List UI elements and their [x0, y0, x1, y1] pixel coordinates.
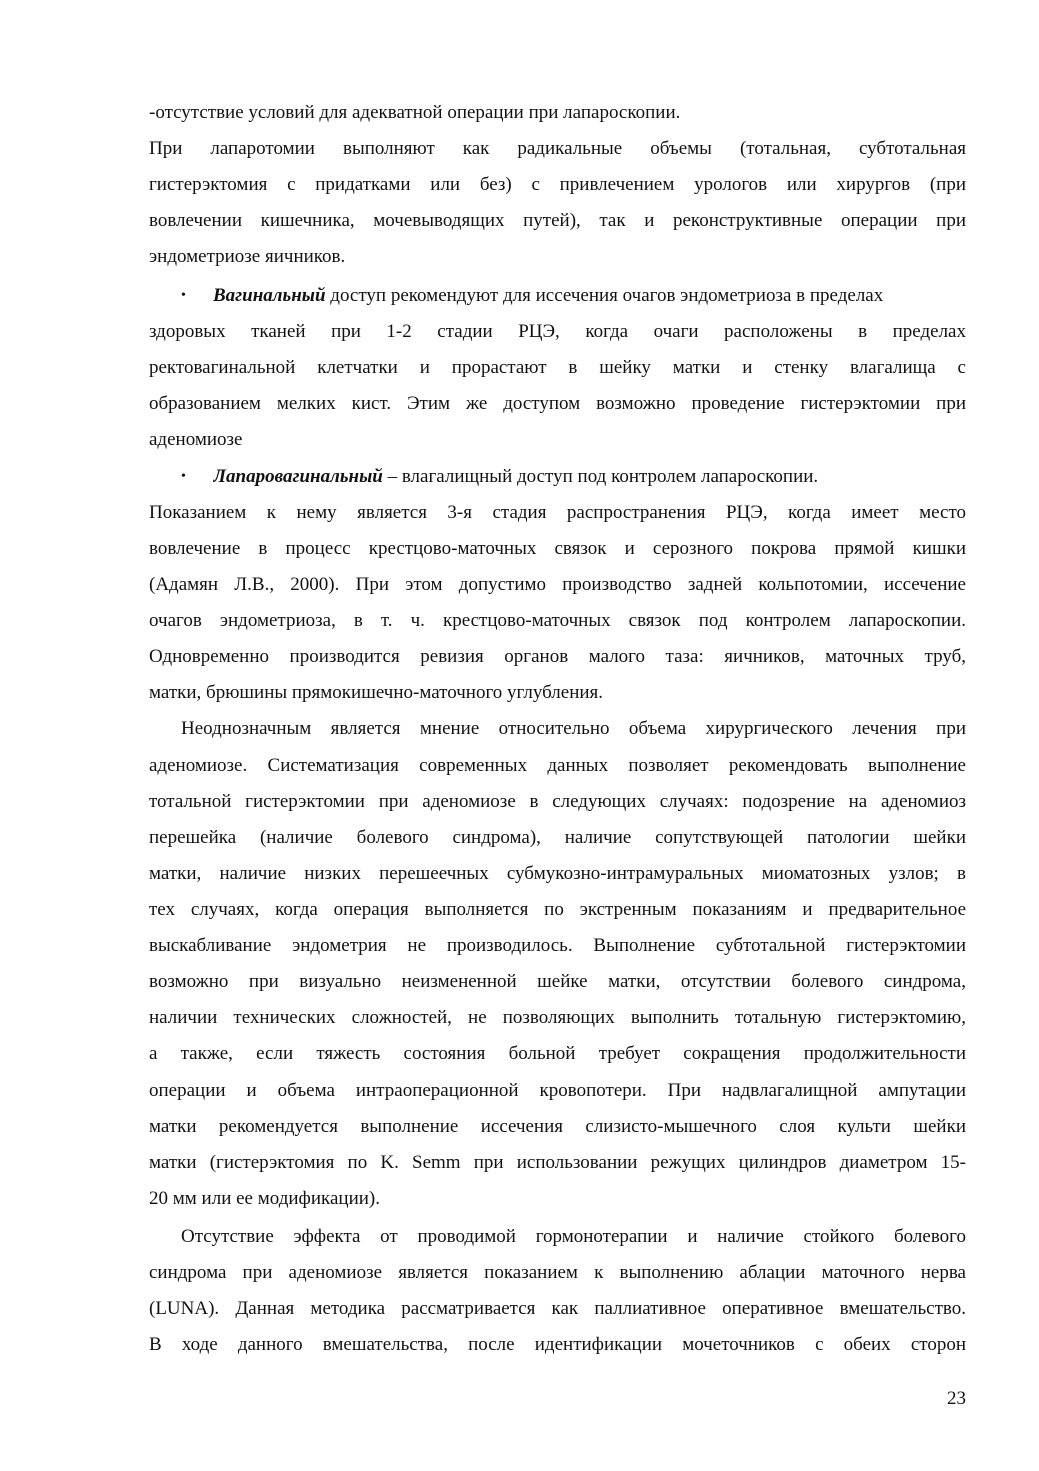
text-line: матки, брюшины прямокишечно-маточного углубления.	[149, 682, 604, 703]
bullet-item	[213, 278, 954, 314]
text-line: (Адамян Л.В., 2000). При этом допустимо производство задней кольпотомии, иссечение	[149, 574, 966, 595]
bullet-item	[213, 459, 954, 495]
text-line: образованием мелких кист. Этим же доступом возможно проведение гистерэктомии при	[149, 393, 966, 414]
text-line: матки рекомендуется выполнение иссечения слизисто-мышечного слоя культи шейки	[149, 1116, 966, 1137]
text-line: перешейка (наличие болевого синдрома), наличие сопутствующей патологии шейки	[149, 827, 966, 848]
text-line: При лапаротомии выполняют как радикальные объемы (тотальная, субтотальная	[149, 138, 966, 159]
text-line: гистерэктомия с придатками или без) с привлечением урологов или хирургов (при	[149, 174, 966, 195]
text-line: а также, если тяжесть состояния больной требует сокращения продолжительности	[149, 1043, 966, 1064]
text-line: ректовагинальной клетчатки и прорастают в шейку матки и стенку влагалища с	[149, 357, 966, 378]
bullet-term: Лапаровагинальный	[213, 466, 383, 487]
text-line: возможно при визуально неизмененной шейке матки, отсутствии болевого синдрома,	[149, 971, 966, 992]
text-line: Показанием к нему является 3-я стадия распространения РЦЭ, когда имеет место	[149, 502, 966, 523]
text-line: -отсутствие условий для адекватной операции при лапароскопии.	[149, 102, 681, 123]
text-line: Одновременно производится ревизия органов малого таза: яичников, маточных труб,	[149, 646, 966, 667]
text-line: синдрома при аденомиозе является показанием к выполнению аблации маточного нерва	[149, 1262, 966, 1283]
text-line: здоровых тканей при 1-2 стадии РЦЭ, когда очаги расположены в пределах	[149, 321, 966, 342]
bullet-icon: •	[181, 288, 186, 303]
bullet-term: Вагинальный	[213, 285, 326, 306]
text-line: операции и объема интраоперационной кровопотери. При надвлагалищной ампутации	[149, 1080, 966, 1101]
text-line: матки (гистерэктомия по K. Semm при использовании режущих цилиндров диаметром 15-	[149, 1152, 966, 1173]
text-line: В ходе данного вмешательства, после идентификации мочеточников с обеих сторон	[149, 1334, 966, 1355]
text-line: эндометриозе яичников.	[149, 246, 346, 267]
text-line: матки, наличие низких перешеечных субмукозно-интрамуральных миоматозных узлов; в	[149, 863, 966, 884]
text-line: Неоднозначным является мнение относительно объема хирургического лечения при	[181, 718, 966, 739]
text-line: тотальной гистерэктомии при аденомиозе в следующих случаях: подозрение на аденомиоз	[149, 791, 966, 812]
bullet-text: доступ рекомендуют для иссечения очагов эндометриоза в пределах	[325, 285, 884, 306]
text-line: Отсутствие эффекта от проводимой гормонотерапии и наличие стойкого болевого	[181, 1226, 966, 1247]
text-line: вовлечение в процесс крестцово-маточных связок и серозного покрова прямой кишки	[149, 538, 966, 559]
text-line: аденомиозе	[149, 429, 243, 450]
page-number: 23	[947, 1388, 966, 1409]
text-line: очагов эндометриоза, в т. ч. крестцово-маточных связок под контролем лапароскопии.	[149, 610, 966, 631]
text-line: тех случаях, когда операция выполняется по экстренным показаниям и предварительное	[149, 899, 966, 920]
text-line: 20 мм или ее модификации).	[149, 1188, 380, 1209]
text-line: аденомиозе. Систематизация современных данных позволяет рекомендовать выполнение	[149, 755, 966, 776]
bullet-icon: •	[181, 469, 186, 484]
text-line: вовлечении кишечника, мочевыводящих путей), так и реконструктивные операции при	[149, 210, 966, 231]
text-line: выскабливание эндометрия не производилось. Выполнение субтотальной гистерэктомии	[149, 935, 966, 956]
text-line: наличии технических сложностей, не позволяющих выполнить тотальную гистерэктомию,	[149, 1007, 966, 1028]
bullet-text: – влагалищный доступ под контролем лапароскопии.	[382, 466, 819, 487]
text-line: (LUNA). Данная методика рассматривается как паллиативное оперативное вмешательство.	[149, 1298, 966, 1319]
